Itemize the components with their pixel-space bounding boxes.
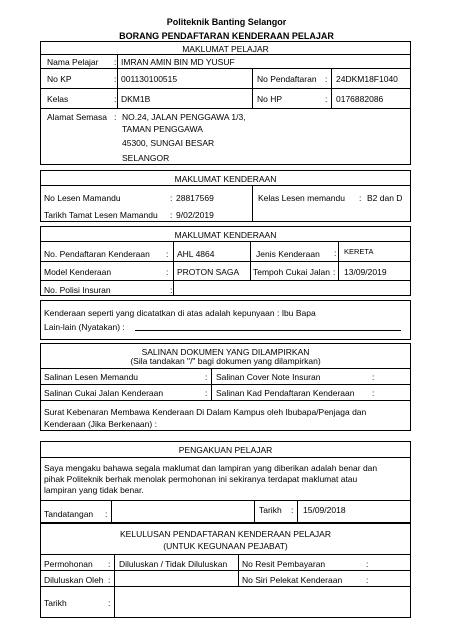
approved-by-colon: : xyxy=(108,575,111,585)
hp-colon: : xyxy=(325,94,328,104)
declaration-section-title: PENGAKUAN PELAJAR xyxy=(178,445,273,455)
vehicle-section-title: MAKLUMAT KENDERAAN xyxy=(174,230,277,240)
declaration-line-1: Saya mengaku bahawa segala maklumat dan lampiran yang diberikan adalah benar dan xyxy=(44,463,378,473)
model-label: Model Kenderaan xyxy=(44,267,112,277)
plate-colon: : xyxy=(166,249,169,259)
plate-value: AHL 4864 xyxy=(177,249,215,259)
name-colon: : xyxy=(114,57,117,67)
declaration-date-label: Tarikh xyxy=(259,505,282,515)
type-label: Jenis Kenderaan xyxy=(256,249,320,259)
hp-value: 0176882086 xyxy=(336,94,384,104)
model-colon: : xyxy=(166,267,169,277)
license-class-value: B2 dan D xyxy=(367,193,403,203)
application-colon: : xyxy=(108,559,111,569)
student-section-title: MAKLUMAT PELAJAR xyxy=(182,44,269,54)
address-line-2: TAMAN PENGGAWA xyxy=(122,124,203,134)
class-value: DKM1B xyxy=(121,94,151,104)
doc-roadtax-colon: : xyxy=(205,388,208,398)
reg-value: 24DKM18F1040 xyxy=(336,74,398,84)
license-expiry-value: 9/02/2019 xyxy=(176,210,214,220)
sticker-label: No Siri Pelekat Kenderaan xyxy=(242,575,343,585)
roadtax-value: 13/09/2019 xyxy=(344,267,387,277)
insurance-label: No. Polisi Insuran xyxy=(44,285,111,295)
license-expiry-label: Tarikh Tamat Lesen Mamandu xyxy=(44,210,158,220)
approval-section-title: KELULUSAN PENDAFTARAN KENDERAAN PELAJAR xyxy=(120,529,331,539)
application-value: Diluluskan / Tidak Diluluskan xyxy=(119,559,228,569)
doc-insurance: Salinan Cover Note Insuran xyxy=(216,372,321,382)
application-label: Permohonan xyxy=(44,559,93,569)
other-label: Lain-lain (Nyatakan) : xyxy=(44,322,125,332)
documents-section-title: SALINAN DOKUMEN YANG DILAMPIRKAN xyxy=(141,347,310,357)
kp-value: 001130100515 xyxy=(121,74,178,84)
declaration-date-value: 15/09/2018 xyxy=(303,505,346,515)
address-line-3: 45300, SUNGAI BESAR xyxy=(122,138,215,148)
address-line-4: SELANGOR xyxy=(122,153,170,163)
license-class-colon: : xyxy=(359,193,362,203)
license-no-label: No Lesen Mamandu xyxy=(44,193,121,203)
other-line xyxy=(135,330,401,331)
license-class-label: Kelas Lesen memandu xyxy=(258,193,345,203)
declaration-line-2: pihak Politeknik berhak menolak permohonan ini sekiranya terdapat maklumat atau xyxy=(44,474,358,484)
address-colon: : xyxy=(114,112,117,122)
signature-label: Tandatangan xyxy=(44,509,94,519)
plate-label: No. Pendaftaran Kenderaan xyxy=(44,249,150,259)
class-label: Kelas xyxy=(47,94,69,104)
documents-section-subtitle: (Sila tandakan "/" bagi dokumen yang dilampirkan) xyxy=(130,356,321,366)
license-no-colon: : xyxy=(170,193,173,203)
type-colon: : xyxy=(334,248,337,258)
kp-colon: : xyxy=(114,74,117,84)
receipt-label: No Resit Pembayaran xyxy=(242,559,326,569)
receipt-colon: : xyxy=(366,559,369,569)
roadtax-label: Tempoh Cukai Jalan xyxy=(253,267,331,277)
institution-name: Politeknik Banting Selangor xyxy=(166,17,287,27)
declaration-line-3: lampiran yang tidak benar. xyxy=(44,485,144,495)
license-section-title: MAKLUMAT KENDERAAN xyxy=(174,174,277,184)
permission-line-2: Kenderaan (Jika Berkenaan) : xyxy=(44,419,157,429)
approved-by-label: Diluluskan Oleh xyxy=(44,575,104,585)
address-label: Alamat Semasa xyxy=(47,112,107,122)
roadtax-colon: : xyxy=(333,267,336,277)
name-label: Nama Pelajar xyxy=(47,57,99,67)
owner-statement: Kenderaan seperti yang dicatatkan di atas adalah kepunyaan : Ibu Bapa xyxy=(44,308,316,318)
hp-label: No HP xyxy=(257,94,283,104)
name-value: IMRAN AMIN BIN MD YUSUF xyxy=(121,57,235,67)
address-line-1: NO.24, JALAN PENGGAWA 1/3, xyxy=(122,112,246,122)
kp-label: No KP xyxy=(47,74,72,84)
approval-date-colon: : xyxy=(108,598,111,608)
doc-roadtax: Salinan Cukai Jalan Kenderaan xyxy=(44,388,164,398)
doc-license: Salinan Lesen Memandu xyxy=(44,372,139,382)
signature-colon: : xyxy=(105,509,108,519)
declaration-date-colon: : xyxy=(291,505,294,515)
doc-registration-colon: : xyxy=(372,388,375,398)
approval-date-label: Tarikh xyxy=(44,598,67,608)
insurance-colon: : xyxy=(170,285,173,295)
permission-line-1: Surat Kebenaran Membawa Kenderaan Di Dalam Kampus oleh Ibubapa/Penjaga dan xyxy=(44,407,367,417)
license-expiry-colon: : xyxy=(170,210,173,220)
doc-license-colon: : xyxy=(205,372,208,382)
reg-colon: : xyxy=(325,74,328,84)
doc-registration-card: Salinan Kad Pendaftaran Kenderaan xyxy=(216,388,355,398)
doc-insurance-colon: : xyxy=(372,372,375,382)
form-title: BORANG PENDAFTARAN KENDERAAN PELAJAR xyxy=(119,31,334,41)
approval-section-subtitle: (UNTUK KEGUNAAN PEJABAT) xyxy=(163,541,288,551)
type-value: KERETA xyxy=(344,247,374,256)
model-value: PROTON SAGA xyxy=(177,267,240,277)
reg-label: No Pendaftaran xyxy=(257,74,317,84)
class-colon: : xyxy=(114,94,117,104)
license-no-value: 28817569 xyxy=(176,193,214,203)
ownership-section xyxy=(40,300,411,340)
sticker-colon: : xyxy=(366,575,369,585)
